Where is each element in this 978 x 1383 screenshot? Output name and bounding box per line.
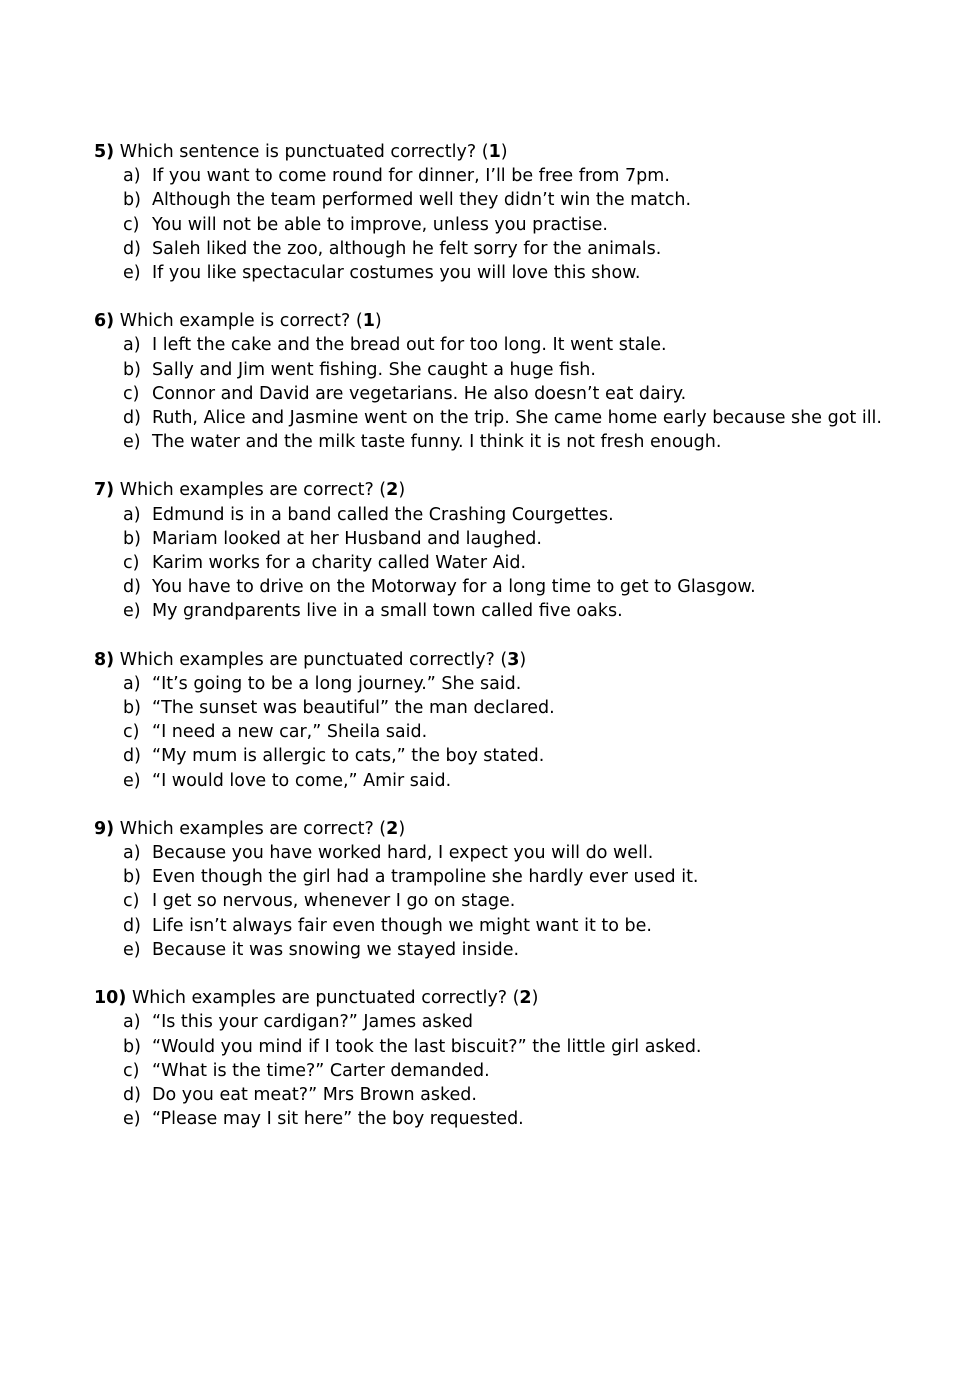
option-c xyxy=(94,720,894,744)
question-prompt: Which examples are punctuated correctly? xyxy=(119,649,495,670)
option-text: You have to drive on the Motorway for a long time to get to Glasgow. xyxy=(152,577,756,598)
option-text: Even though the girl had a trampoline she hardly ever used it. xyxy=(152,867,699,888)
question-number: 8) xyxy=(94,649,115,670)
option-c xyxy=(94,551,894,575)
option-letter: a) xyxy=(123,166,141,187)
option-d xyxy=(94,744,894,768)
option-a xyxy=(94,672,894,696)
option-letter: d) xyxy=(123,408,141,429)
question-prompt: Which sentence is punctuated correctly? xyxy=(119,142,477,162)
option-list xyxy=(94,841,894,962)
option-text: “Please may I sit here” the boy requested. xyxy=(152,1109,524,1130)
option-text: “Is this your cardigan?” James asked xyxy=(152,1012,473,1033)
option-letter: a) xyxy=(123,843,141,864)
option-letter: e) xyxy=(123,432,141,453)
option-text: “What is the time?” Carter demanded. xyxy=(152,1060,490,1081)
question-marks: 2 xyxy=(386,480,399,501)
option-letter: b) xyxy=(123,528,141,549)
option-text: “Would you mind if I took the last biscuit?” the little girl asked. xyxy=(152,1036,702,1057)
option-c xyxy=(94,382,894,406)
option-b xyxy=(94,527,894,551)
option-letter: b) xyxy=(123,867,141,888)
option-text: “I would love to come,” Amir said. xyxy=(152,770,452,791)
option-letter: b) xyxy=(123,1036,141,1057)
option-letter: c) xyxy=(123,891,140,912)
option-letter: b) xyxy=(123,359,141,380)
option-b xyxy=(94,865,894,889)
option-b xyxy=(94,696,894,720)
question-9 xyxy=(94,817,894,962)
question-marks: 2 xyxy=(519,988,532,1009)
question-10 xyxy=(94,986,894,1131)
option-e xyxy=(94,938,894,962)
option-text: You will not be able to improve, unless you practise. xyxy=(152,214,608,235)
question-number: 5) xyxy=(94,142,115,162)
option-e xyxy=(94,599,894,623)
option-text: Ruth, Alice and Jasmine went on the trip. She came home early because she got ill. xyxy=(152,408,882,429)
option-a xyxy=(94,841,894,865)
question-marks: 2 xyxy=(386,818,399,839)
question-prompt: Which examples are correct? xyxy=(119,818,374,839)
option-e xyxy=(94,1107,894,1131)
question-marks: 1 xyxy=(362,311,375,332)
question-heading: 6) Which example is correct? (1) xyxy=(94,311,382,332)
option-text: “My mum is allergic to cats,” the boy stated. xyxy=(152,746,545,767)
question-heading: 10) Which examples are punctuated correctly? (2) xyxy=(94,988,539,1009)
question-heading: 9) Which examples are correct? (2) xyxy=(94,818,406,839)
option-text: Although the team performed well they didn’t win the match. xyxy=(152,190,692,211)
option-list xyxy=(94,672,894,793)
option-text: Connor and David are vegetarians. He also doesn’t eat dairy. xyxy=(152,383,687,404)
option-letter: c) xyxy=(123,383,140,404)
question-6 xyxy=(94,309,894,454)
question-7 xyxy=(94,478,894,623)
question-heading: 8) Which examples are punctuated correctly? (3) xyxy=(94,649,527,670)
option-d xyxy=(94,575,894,599)
question-8 xyxy=(94,648,894,793)
question-prompt: Which examples are correct? xyxy=(119,480,374,501)
option-letter: d) xyxy=(123,1084,141,1105)
option-text: I get so nervous, whenever I go on stage. xyxy=(152,891,516,912)
option-text: I left the cake and the bread out for too long. It went stale. xyxy=(152,335,667,356)
option-letter: d) xyxy=(123,915,141,936)
option-text: Saleh liked the zoo, although he felt sorry for the animals. xyxy=(152,238,662,259)
option-letter: c) xyxy=(123,553,140,574)
option-letter: e) xyxy=(123,939,141,960)
option-d xyxy=(94,914,894,938)
option-letter: a) xyxy=(123,335,141,356)
option-text: My grandparents live in a small town called five oaks. xyxy=(152,601,623,622)
question-number: 10) xyxy=(94,988,127,1009)
option-text: Because you have worked hard, I expect you will do well. xyxy=(152,843,654,864)
question-heading: 5) Which sentence is punctuated correctly? (1) xyxy=(94,142,508,162)
option-c xyxy=(94,1059,894,1083)
option-c xyxy=(94,889,894,913)
question-number: 9) xyxy=(94,818,115,839)
option-letter: d) xyxy=(123,746,141,767)
option-text: Mariam looked at her Husband and laughed. xyxy=(152,528,542,549)
option-a xyxy=(94,503,894,527)
question-marks: 3 xyxy=(507,649,520,670)
option-d xyxy=(94,1083,894,1107)
option-text: “It’s going to be a long journey.” She said. xyxy=(152,673,522,694)
option-letter: c) xyxy=(123,1060,140,1081)
option-a xyxy=(94,164,894,188)
worksheet-page xyxy=(94,140,894,1155)
question-number: 6) xyxy=(94,311,115,332)
option-text: “I need a new car,” Sheila said. xyxy=(152,722,428,743)
option-letter: c) xyxy=(123,722,140,743)
option-list xyxy=(94,503,894,624)
option-letter: a) xyxy=(123,673,141,694)
option-text: “The sunset was beautiful” the man declared. xyxy=(152,698,555,719)
option-b xyxy=(94,358,894,382)
question-prompt: Which example is correct? xyxy=(119,311,351,332)
option-letter: b) xyxy=(123,190,141,211)
option-a xyxy=(94,1010,894,1034)
option-letter: d) xyxy=(123,577,141,598)
option-text: Karim works for a charity called Water Aid. xyxy=(152,553,527,574)
option-e xyxy=(94,769,894,793)
question-prompt: Which examples are punctuated correctly? xyxy=(131,988,508,1009)
option-letter: d) xyxy=(123,238,141,259)
option-d xyxy=(94,237,894,261)
option-letter: e) xyxy=(123,770,141,791)
option-b xyxy=(94,1035,894,1059)
option-letter: a) xyxy=(123,1012,141,1033)
option-e xyxy=(94,430,894,454)
option-letter: e) xyxy=(123,263,141,284)
option-list xyxy=(94,333,894,454)
option-b xyxy=(94,188,894,212)
question-number: 7) xyxy=(94,480,115,501)
option-text: Do you eat meat?” Mrs Brown asked. xyxy=(152,1084,477,1105)
option-letter: c) xyxy=(123,214,140,235)
question-5 xyxy=(94,140,894,285)
option-list xyxy=(94,164,894,285)
option-text: Life isn’t always fair even though we might want it to be. xyxy=(152,915,652,936)
option-letter: e) xyxy=(123,601,141,622)
option-list xyxy=(94,1010,894,1131)
option-letter: a) xyxy=(123,504,141,525)
option-c xyxy=(94,213,894,237)
option-d xyxy=(94,406,894,430)
option-text: If you like spectacular costumes you will love this show. xyxy=(152,263,641,284)
option-text: Edmund is in a band called the Crashing Courgettes. xyxy=(152,504,614,525)
option-text: If you want to come round for dinner, I’ll be free from 7pm. xyxy=(152,166,670,187)
option-letter: b) xyxy=(123,698,141,719)
option-e xyxy=(94,261,894,285)
option-a xyxy=(94,333,894,357)
option-text: The water and the milk taste funny. I think it is not fresh enough. xyxy=(152,432,722,453)
option-text: Because it was snowing we stayed inside. xyxy=(152,939,520,960)
question-marks: 1 xyxy=(488,142,501,162)
option-letter: e) xyxy=(123,1109,141,1130)
question-heading: 7) Which examples are correct? (2) xyxy=(94,480,406,501)
option-text: Sally and Jim went fishing. She caught a huge fish. xyxy=(152,359,596,380)
